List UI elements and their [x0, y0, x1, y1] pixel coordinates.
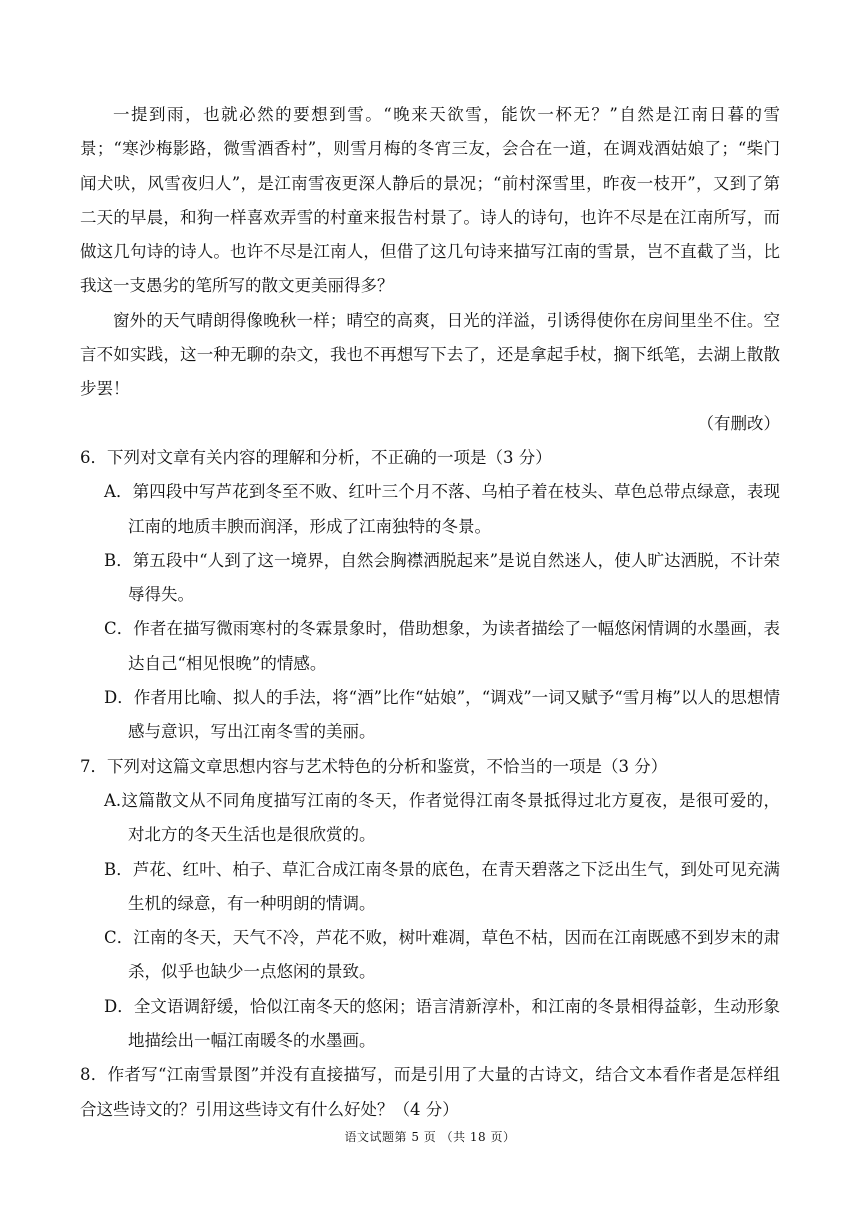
question-6 [80, 441, 780, 750]
question-8 [80, 1058, 780, 1127]
question-stem: 7．下列对这篇文章思想内容与艺术特色的分析和鉴赏，不恰当的一项是（3 分） [80, 756, 668, 776]
passage-paragraph-2: 窗外的天气晴朗得像晚秋一样；晴空的高爽，日光的洋溢，引诱得使你在房间里坐不住。空言不如实践，这一种无聊的杂文，我也不再想写下去了，还是拿起手杖，搁下纸笔，去湖上散散步罢！ [80, 310, 780, 399]
option-d: D．全文语调舒缓，恰似江南冬天的悠闲；语言清新淳朴，和江南的冬景相得益彰，生动形象地描绘出一幅江南暖冬的水墨画。 [104, 996, 780, 1051]
option-c: C．作者在描写微雨寒村的冬霖景象时，借助想象，为读者描绘了一幅悠闲情调的水墨画，表达自己“相见恨晚”的情感。 [104, 619, 780, 673]
option-a: A．第四段中写芦花到冬至不败、红叶三个月不落、乌柏子着在枝头、草色总带点绿意，表现江南的地质丰腴而润泽，形成了江南独特的冬景。 [104, 482, 780, 536]
question-7 [80, 750, 780, 1059]
question-stem: 6．下列对文章有关内容的理解和分析，不正确的一项是（3 分） [80, 447, 552, 467]
option-a: A.这篇散文从不同角度描写江南的冬天，作者觉得江南冬景抵得过北方夏夜，是很可爱的，对北方的冬天生活也是很欣赏的。 [104, 790, 780, 845]
question-stem: 8．作者写“江南雪景图”并没有直接描写，而是引用了大量的古诗文，结合文本看作者是怎样组合这些诗文的？引用这些诗文有什么好处？（4 分） [80, 1065, 780, 1119]
option-b: B．芦花、红叶、柏子、草汇合成江南冬景的底色，在青天碧落之下泛出生气，到处可见充满生机的绿意，有一种明朗的情调。 [104, 859, 780, 913]
source-note: （有删改） [697, 413, 780, 433]
page-footer: 语文试题第 5 页 （共 18 页） [344, 1130, 516, 1144]
option-d: D．作者用比喻、拟人的手法，将“酒”比作“姑娘”，“调戏”一词又赋予“雪月梅”以人的思想情感与意识，写出江南冬雪的美丽。 [104, 688, 780, 742]
page-content [80, 98, 780, 1127]
option-b: B．第五段中“人到了这一境界，自然会胸襟洒脱起来”是说自然迷人，使人旷达洒脱，不计荣辱得失。 [104, 550, 780, 605]
passage-paragraph-1: 一提到雨，也就必然的要想到雪。“晚来天欲雪，能饮一杯无？”自然是江南日暮的雪景；“寒沙梅影路，微雪酒香村”，则雪月梅的冬宵三友，会合在一道，在调戏酒姑娘了；“柴门闻犬吠，风雪夜归人”，是江南雪夜更深人静后的景况；“前村深雪里，昨夜一枝开”，又到了第二天的早晨，和狗一样喜欢弄雪的村童来报告村景了。诗人的诗句，也许不尽是在江南所写，而做这几句诗的诗人。也许不尽是江南人，但借了这几句诗来描写江南的雪景，岂不直截了当，比我这一支愚劣的笔所写的散文更美丽得多？ [80, 105, 780, 296]
option-c: C．江南的冬天，天气不冷，芦花不败，树叶难凋，草色不枯，因而在江南既感不到岁末的肃杀，似乎也缺少一点悠闲的景致。 [104, 928, 780, 982]
